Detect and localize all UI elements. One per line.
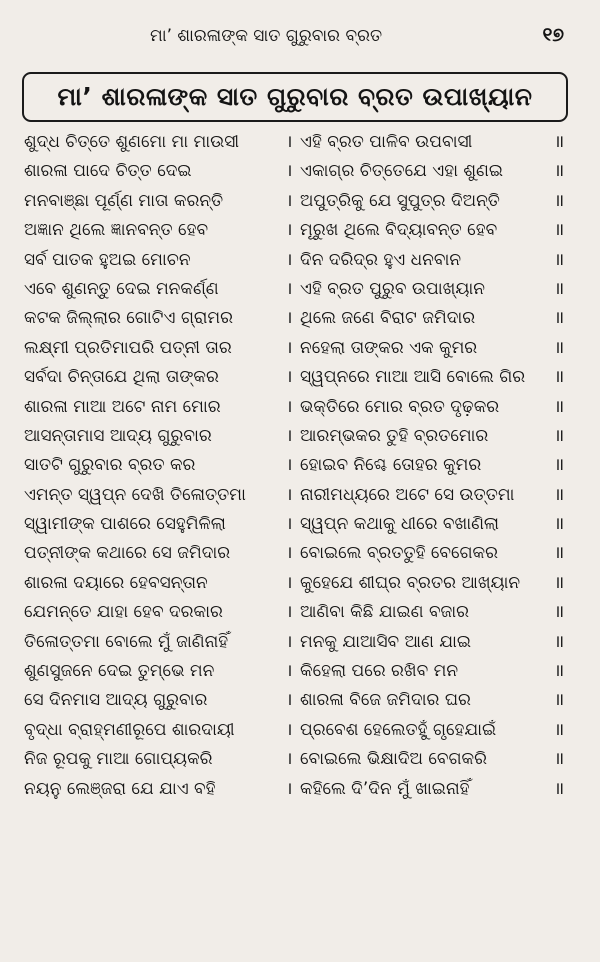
verse-end-mark: ॥ [554, 308, 565, 329]
verse-first-half: ନିଜ ରୂପକୁ ମାଆ ଗୋପ୍ୟକରି [24, 749, 213, 770]
verse-line [14, 481, 584, 510]
verse-first-half: ମନବାଞ୍ଛା ପୂର୍ଣ୍ଣ ମାତା କରନ୍ତି [24, 190, 224, 211]
verse-end-mark: ॥ [554, 690, 565, 711]
verse-first-half: ଶୁଣସୁଜନେ ଦେଇ ତୁମ୍ଭେ ମନ [24, 661, 215, 682]
verse-first-half: ଶୁଦ୍ଧ ଚିତ୍ତେ ଶୁଣମୋ ମା ମାଉସୀ [24, 132, 240, 152]
verse-separator: । [286, 367, 293, 388]
verse-line [14, 745, 584, 774]
verse-first-half: ବୃଦ୍ଧା ବ୍ରାହ୍ମଣୀରୂପେ ଶାରଦାୟୀ [24, 719, 235, 740]
verse-end-mark: ॥ [554, 514, 565, 535]
verse-line [14, 187, 584, 216]
verse-first-half: ସେ ଦିନମାସ ଆଦ୍ୟ ଗୁରୁବାର [24, 690, 208, 711]
verse-end-mark: ॥ [554, 455, 565, 476]
verse-end-mark: ॥ [554, 778, 565, 799]
verse-end-mark: ॥ [554, 220, 565, 241]
verse-end-mark: ॥ [554, 719, 565, 740]
verse-second-half: ମନକୁ ଯାଆସିବ ଆଣ ଯାଇ [300, 631, 472, 652]
verse-first-half: ଶାରଳା ପାଦେ ଚିତ୍ତ ଦେଇ [24, 161, 192, 182]
verse-line [14, 157, 584, 186]
verse-end-mark: ॥ [554, 484, 565, 505]
verse-separator: । [286, 572, 293, 593]
verse-separator: । [286, 778, 293, 799]
verse-list [14, 128, 584, 804]
verse-end-mark: ॥ [554, 425, 565, 446]
verse-first-half: ଅଜ୍ଞାନ ଥିଲେ ଜ୍ଞାନବନ୍ତ ହେବ [24, 220, 209, 241]
verse-end-mark: ॥ [554, 749, 565, 770]
verse-separator: । [286, 661, 293, 682]
verse-line [14, 246, 584, 275]
verse-line [14, 598, 584, 627]
verse-second-half: ଏହି ବ୍ରତ ପାଳିବ ଉପବାସୀ [300, 132, 473, 152]
verse-first-half: ସ୍ୱାମୀଙ୍କ ପାଶରେ ସେହୁମିଳିଲା [24, 514, 226, 535]
verse-line [14, 216, 584, 245]
verse-end-mark: ॥ [554, 278, 565, 299]
verse-second-half: ଦିନ ଦରିଦ୍ର ହୁଏ ଧନବାନ [300, 249, 462, 270]
verse-line [14, 363, 584, 392]
verse-second-half: ସ୍ୱପ୍ନରେ ମାଆ ଆସି ବୋଲେ ଗିର [300, 367, 526, 388]
verse-first-half: ତିଳୋତ୍ତମା ବୋଲେ ମୁଁ ଜାଣିନାହିଁ [24, 631, 229, 652]
verse-separator: । [286, 278, 293, 299]
verse-separator: । [286, 249, 293, 270]
verse-end-mark: ॥ [554, 337, 565, 358]
verse-first-half: ଯେମନ୍ତେ ଯାହା ହେବ ଦରକାର [24, 602, 223, 623]
verse-first-half: ସର୍ବଦା ଚିନ୍ତାଯେ ଥିଲା ତାଙ୍କର [24, 367, 219, 388]
verse-line [14, 686, 584, 715]
verse-first-half: ଲକ୍ଷ୍ମୀ ପ୍ରତିମାପରି ପତ୍ନୀ ତାର [24, 337, 232, 358]
verse-line [14, 628, 584, 657]
verse-end-mark: ॥ [554, 602, 565, 623]
page-number: ୧୭ [542, 24, 564, 46]
verse-first-half: ଶାରଳା ଦୟାରେ ହେବସନ୍ତାନ [24, 572, 208, 593]
verse-line [14, 275, 584, 304]
verse-separator: । [286, 425, 293, 446]
verse-line [14, 510, 584, 539]
verse-separator: । [286, 543, 293, 564]
verse-first-half: ଏମନ୍ତ ସ୍ୱପ୍ନ ଦେଖି ତିଳୋତ୍ତମା [24, 484, 246, 505]
verse-second-half: ଏହି ବ୍ରତ ପୁରୁବ ଉପାଖ୍ୟାନ [300, 278, 485, 299]
verse-second-half: ମୂରୁଖ ଥିଲେ ବିଦ୍ୟାବନ୍ତ ହେବ [300, 220, 498, 241]
verse-first-half: ଆସନ୍ତାମାସ ଆଦ୍ୟ ଗୁରୁବାର [24, 425, 212, 446]
verse-end-mark: ॥ [554, 396, 565, 417]
verse-line [14, 657, 584, 686]
verse-second-half: କହିଲେ ଦି’ଦିନ ମୁଁ ଖାଇନାହିଁ [300, 778, 470, 799]
verse-end-mark: ॥ [554, 249, 565, 270]
verse-first-half: ସର୍ବ ପାତକ ହୁଅଇ ମୋଚନ [24, 249, 191, 270]
verse-line [14, 128, 584, 157]
verse-separator: । [286, 308, 293, 329]
verse-separator: । [286, 690, 293, 711]
verse-second-half: ନାରୀମଧ୍ୟରେ ଅଟେ ସେ ଉତ୍ତମା [300, 484, 515, 505]
verse-end-mark: ॥ [554, 661, 565, 682]
verse-second-half: ଶାରଳା ବିଜେ ଜମିଦାର ଘର [300, 690, 471, 711]
verse-end-mark: ॥ [554, 572, 565, 593]
verse-second-half: ସ୍ୱପ୍ନ କଥାକୁ ଧୀରେ ବଖାଣିଲା [300, 514, 500, 535]
verse-end-mark: ॥ [554, 631, 565, 652]
verse-second-half: ହୋଇବ ନିଶ୍ଚେ ତୋହର କୁମର [300, 455, 482, 476]
verse-separator: । [286, 719, 293, 740]
verse-end-mark: ॥ [554, 367, 565, 388]
verse-first-half: ନୟନୁ ଲେଞ୍ଜରା ଯେ ଯାଏ ବହି [24, 778, 216, 799]
verse-second-half: କୁହେଯେ ଶୀଘ୍ର ବ୍ରତର ଆଖ୍ୟାନ [300, 572, 521, 593]
verse-separator: । [286, 161, 293, 182]
verse-second-half: ଅପୁତ୍ରିକୁ ଯେ ସୁପୁତ୍ର ଦିଅନ୍ତି [300, 190, 500, 211]
verse-line [14, 716, 584, 745]
verse-separator: । [286, 455, 293, 476]
verse-first-half: କଟକ ଜିଲ୍ଲାର ଗୋଟିଏ ଗ୍ରାମର [24, 308, 233, 329]
verse-end-mark: ॥ [554, 161, 565, 182]
verse-line [14, 451, 584, 480]
verse-line [14, 539, 584, 568]
verse-line [14, 775, 584, 804]
verse-separator: । [286, 396, 293, 417]
verse-second-half: ନହେଲା ତାଙ୍କର ଏକ କୁମର [300, 337, 478, 358]
verse-separator: । [286, 190, 293, 211]
verse-second-half: ପ୍ରବେଶ ହେଲେତହୁଁ ଗୃହେଯାଇଁ [300, 719, 497, 740]
verse-second-half: କିହେଲା ପରେ ରଖିବ ମନ [300, 661, 459, 682]
verse-second-half: ଭକ୍ତିରେ ମୋର ବ୍ରତ ଦୃଢ଼କର [300, 396, 500, 417]
running-title: ମା’ ଶାରଳାଙ୍କ ସାତ ଗୁରୁବାର ବ୍ରତ [150, 26, 383, 46]
verse-separator: । [286, 337, 293, 358]
verse-separator: । [286, 749, 293, 770]
verse-end-mark: ॥ [554, 190, 565, 211]
verse-line [14, 422, 584, 451]
chapter-title: ମା’ ଶାରଳାଙ୍କ ସାତ ଗୁରୁବାର ବ୍ରତ ଉପାଖ୍ୟାନ [57, 82, 533, 111]
verse-separator: । [286, 132, 293, 152]
verse-second-half: ଏକାଗ୍ର ଚିତ୍ତେଯେ ଏହା ଶୁଣଇ [300, 161, 504, 182]
verse-first-half: ଏବେ ଶୁଣନ୍ତୁ ଦେଇ ମନକର୍ଣ୍ଣ [24, 278, 219, 299]
verse-second-half: ବୋଇଲେ ଭିକ୍ଷାଦିଅ ବେଗକରି [300, 749, 487, 770]
verse-end-mark: ॥ [554, 132, 565, 152]
verse-separator: । [286, 631, 293, 652]
verse-separator: । [286, 514, 293, 535]
verse-second-half: ବୋଇଲେ ବ୍ରତତୁହି ବେଗେକର [300, 543, 499, 564]
title-box [22, 72, 568, 122]
verse-first-half: ସାତଟି ଗୁରୁବାର ବ୍ରତ କର [24, 455, 196, 476]
verse-second-half: ଥିଲେ ଜଣେ ବିରାଟ ଜମିଦାର [300, 308, 476, 329]
verse-line [14, 393, 584, 422]
verse-separator: । [286, 220, 293, 241]
verse-first-half: ଶାରଳା ମାଆ ଅଟେ ନାମ ମୋର [24, 396, 221, 417]
verse-separator: । [286, 484, 293, 505]
verse-end-mark: ॥ [554, 543, 565, 564]
page-header [0, 22, 600, 52]
verse-second-half: ଆରମ୍ଭକର ତୁହି ବ୍ରତମୋର [300, 425, 489, 446]
verse-first-half: ପତ୍ନୀଙ୍କ କଥାରେ ସେ ଜମିଦାର [24, 543, 231, 564]
verse-line [14, 304, 584, 333]
verse-second-half: ଆଣିବା କିଛି ଯାଇଣ ବଜାର [300, 602, 470, 623]
verse-separator: । [286, 602, 293, 623]
verse-line [14, 334, 584, 363]
verse-line [14, 569, 584, 598]
